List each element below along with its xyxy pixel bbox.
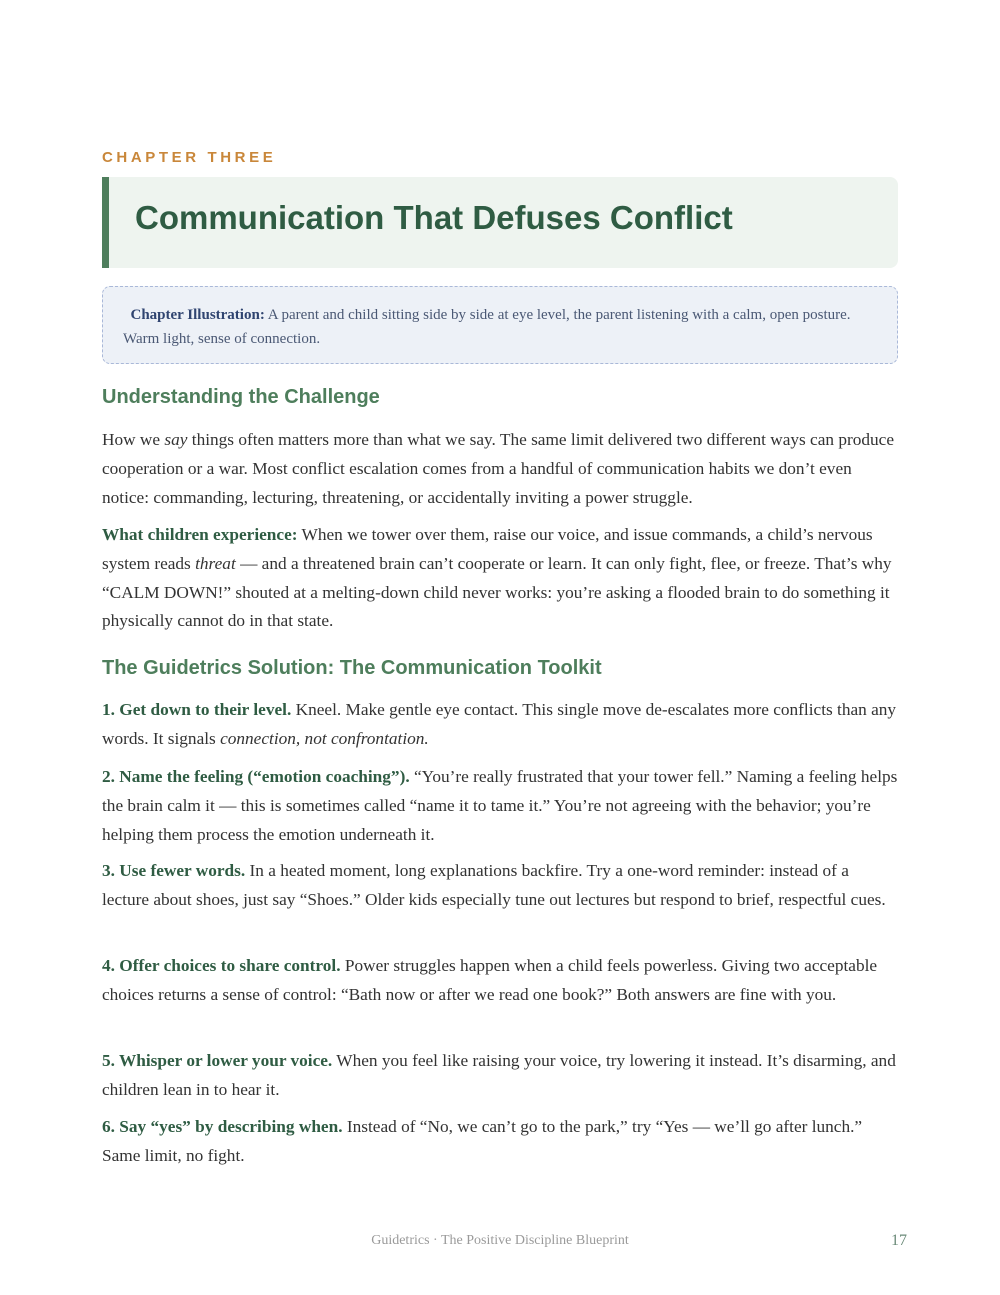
section-heading-challenge: Understanding the Challenge <box>102 386 380 408</box>
chapter-title-box <box>102 177 898 268</box>
chapter-title: Communication That Defuses Conflict <box>135 199 733 236</box>
illustration-text: A parent and child sitting side by side at eye level, the parent listening with a calm, open posture. Warm light, sense of connection. <box>123 307 851 347</box>
challenge-paragraph-1: How we say things often matters more than what we say. The same limit delivered two different ways can produce cooperation or a war. Most conflict escalation comes from a handful of communication habits we don’t even notice: commanding, lecturing, threatening, or accidentally inviting a power struggle. <box>102 430 895 507</box>
toolkit-item: 3. Use fewer words. In a heated moment, long explanations backfire. Try a one-word reminder: instead of a lecture about shoes, just say “Shoes.” Older kids especially tune out lectures but respond to brief, respectful cues. <box>102 861 886 909</box>
illustration-label: Chapter Illustration: <box>130 307 265 323</box>
illustration-callout <box>102 286 898 364</box>
challenge-paragraph-2: What children experience: When we tower over them, raise our voice, and issue commands, a child’s nervous system reads threat — and a threatened brain can’t cooperate or learn. It can only fight, flee, or freeze. That’s why “CALM DOWN!” shouted at a melting-down child never works: you’re asking a flooded brain to do something it physically cannot do in that state. <box>102 525 892 631</box>
chapter-kicker: CHAPTER THREE <box>102 149 277 166</box>
toolkit-item: 6. Say “yes” by describing when. Instead of “No, we can’t go to the park,” try “Yes — we’ll go after lunch.” Same limit, no fight. <box>102 1117 863 1165</box>
toolkit-item: 1. Get down to their level. Kneel. Make gentle eye contact. This single move de-escalates more conflicts than any words. It signals connection, not confrontation. <box>102 700 897 748</box>
toolkit-item: 2. Name the feeling (“emotion coaching”). “You’re really frustrated that your tower fell.” Naming a feeling helps the brain calm it — this is sometimes called “name it to tame it.” You’re not agreeing with the behavior; you’re helping them process the emotion underneath it. <box>102 767 898 844</box>
page-number: 17 <box>891 1232 907 1249</box>
section-heading-toolkit: The Guidetrics Solution: The Communication Toolkit <box>102 657 602 679</box>
page-footer: Guidetrics · The Positive Discipline Blueprint <box>371 1233 629 1248</box>
toolkit-item: 4. Offer choices to share control. Power struggles happen when a child feels powerless. Giving two acceptable choices returns a sense of control: “Bath now or after we read one book?” Both answers are fine with you. <box>102 956 878 1004</box>
toolkit-item: 5. Whisper or lower your voice. When you feel like raising your voice, try lowering it instead. It’s disarming, and children lean in to hear it. <box>102 1051 896 1099</box>
